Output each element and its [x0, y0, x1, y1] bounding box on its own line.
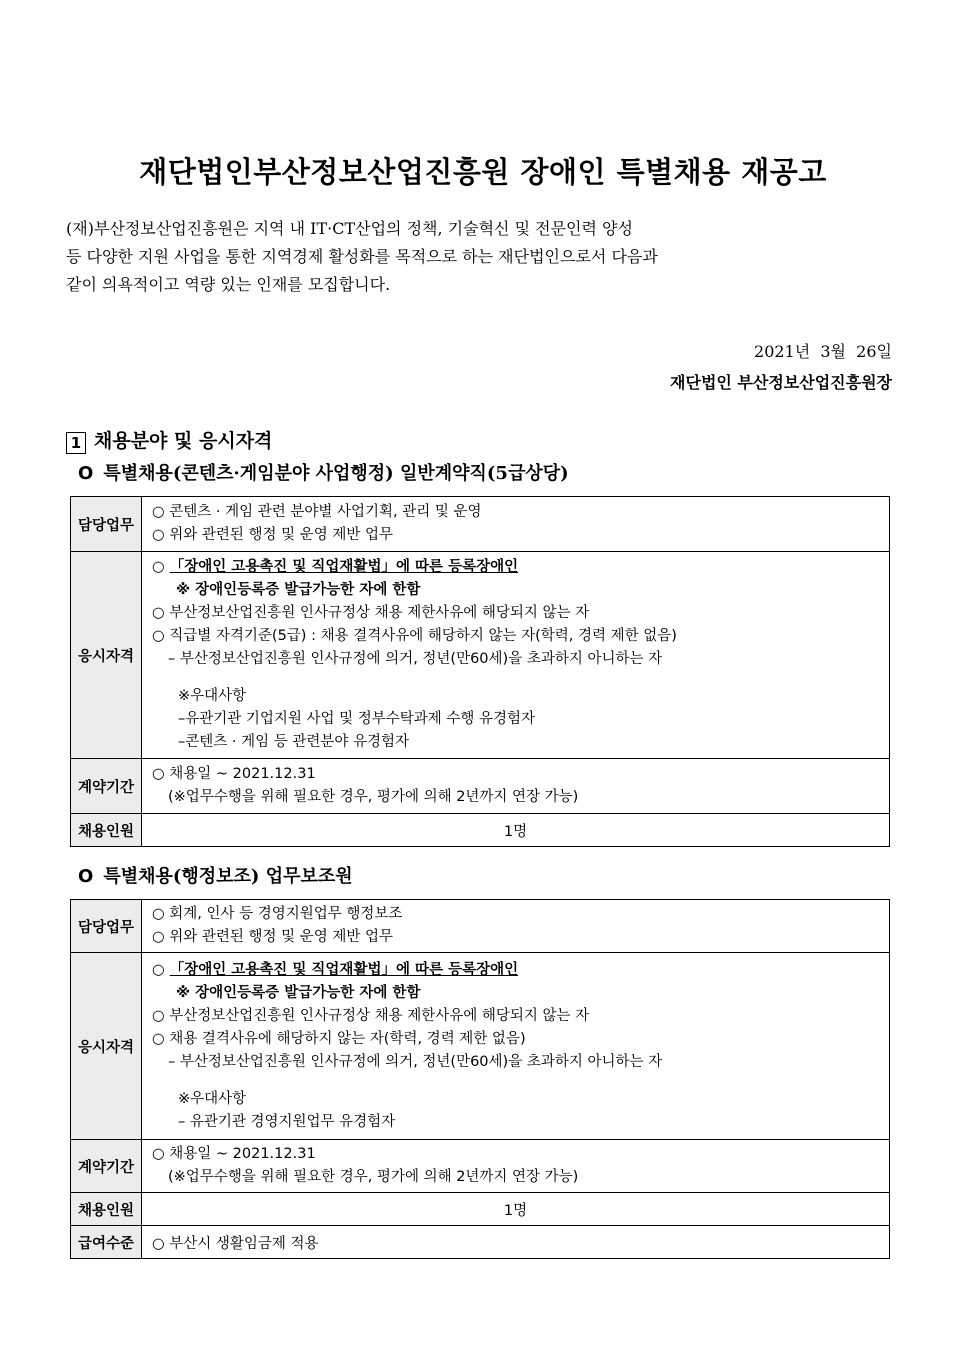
count-cell: 1명 [142, 1193, 890, 1226]
table-row [71, 759, 890, 814]
section-heading [66, 426, 272, 454]
duty-line: ○ 위와 관련된 행정 및 운영 제반 업무 [152, 929, 394, 945]
duty-label: 담당업무 [71, 900, 142, 953]
qualification-line: ○ 부산정보산업진흥원 인사규정상 채용 제한사유에 해당되지 않는 자 [152, 1007, 590, 1024]
bullet-icon: O [78, 463, 94, 484]
salary-cell: ○ 부산시 생활임금제 적용 [142, 1226, 890, 1259]
period-label: 계약기간 [71, 759, 142, 814]
salary-label: 급여수준 [71, 1226, 142, 1259]
job1-table [70, 496, 890, 847]
qualification-cell [142, 953, 890, 1140]
duty-line: ○ 콘텐츠 · 게임 관련 분야별 사업기획, 관리 및 운영 [152, 504, 482, 520]
spacer [152, 671, 879, 685]
job2-table [70, 899, 890, 1259]
intro-line: 같이 의욕적이고 역량 있는 인재를 모집합니다. [66, 275, 391, 294]
period-line: ○ 채용일 ~ 2021.12.31 [152, 766, 316, 782]
table-row [71, 1140, 890, 1193]
table-row [71, 814, 890, 847]
period-cell [142, 1140, 890, 1193]
job1-title: 특별채용(콘텐츠·게임분야 사업행정) 일반계약직(5급상당) [103, 463, 569, 484]
section-number: 1 [66, 432, 86, 454]
job2-heading [78, 862, 353, 888]
qualification-age: – 부산정보산업진흥원 인사규정에 의거, 정년(만60세)을 초과하지 아니하는 자 [168, 1053, 663, 1070]
issuer-name: 재단법인 부산정보산업진흥원장 [670, 373, 892, 392]
announcement-date: 2021년 3월 26일 [754, 342, 892, 361]
section-title: 채용분야 및 응시자격 [94, 430, 273, 452]
intro-line: 등 다양한 지원 사업을 통한 지역경제 활성화를 목적으로 하는 재단법인으로서 다음과 [66, 247, 658, 266]
circle-bullet: ○ [152, 961, 165, 978]
table-row [71, 552, 890, 759]
spacer [152, 1074, 879, 1088]
qualification-line: ○ 채용 결격사유에 해당하지 않는 자(학력, 경력 제한 없음) [152, 1030, 526, 1047]
qualification-main-text: 「장애인 고용촉진 및 직업재활법」에 따른 등록장애인 [169, 559, 519, 575]
bullet-icon: O [78, 866, 94, 887]
period-note: (※업무수행을 위해 필요한 경우, 평가에 의해 2년까지 연장 가능) [168, 1169, 579, 1185]
qualification-age: – 부산정보산업진흥원 인사규정에 의거, 정년(만60세)을 초과하지 아니하는 자 [168, 651, 663, 667]
period-cell [142, 759, 890, 814]
table-row [71, 900, 890, 953]
qualification-label: 응시자격 [71, 552, 142, 759]
qualification-cell [142, 552, 890, 759]
preference-line: –유관기관 기업지원 사업 및 정부수탁과제 수행 유경험자 [178, 711, 536, 727]
duty-cell [142, 900, 890, 953]
count-label: 채용인원 [71, 814, 142, 847]
duty-label: 담당업무 [71, 497, 142, 552]
period-note: (※업무수행을 위해 필요한 경우, 평가에 의해 2년까지 연장 가능) [168, 789, 579, 805]
qualification-main-text: 「장애인 고용촉진 및 직업재활법」에 따른 등록장애인 [169, 961, 519, 978]
duty-cell [142, 497, 890, 552]
period-label: 계약기간 [71, 1140, 142, 1193]
table-row [71, 953, 890, 1140]
qualification-line: ○ 직급별 자격기준(5급) : 채용 결격사유에 해당하지 않는 자(학력, 경력 제한 없음) [152, 628, 677, 644]
qualification-line: ○ 부산정보산업진흥원 인사규정상 채용 제한사유에 해당되지 않는 자 [152, 605, 590, 621]
table-row [71, 1226, 890, 1259]
count-label: 채용인원 [71, 1193, 142, 1226]
preference-line: –콘텐츠 · 게임 등 관련분야 유경험자 [178, 734, 410, 750]
preference-title: ※우대사항 [178, 1090, 247, 1107]
preference-line: – 유관기관 경영지원업무 유경험자 [178, 1113, 396, 1130]
duty-line: ○ 위와 관련된 행정 및 운영 제반 업무 [152, 527, 394, 543]
qualification-main [152, 959, 879, 982]
count-cell: 1명 [142, 814, 890, 847]
duty-line: ○ 회계, 인사 등 경영지원업무 행정보조 [152, 906, 403, 922]
job1-heading [78, 459, 569, 485]
qualification-main [152, 556, 879, 579]
intro-paragraph [66, 215, 874, 299]
preference-title: ※우대사항 [178, 688, 247, 704]
job2-title: 특별채용(행정보조) 업무보조원 [103, 866, 353, 887]
table-row [71, 1193, 890, 1226]
page-title: 재단법인부산정보산업진흥원 장애인 특별채용 재공고 [139, 155, 827, 189]
qualification-note: ※ 장애인등록증 발급가능한 자에 한함 [176, 582, 421, 598]
qualification-label: 응시자격 [71, 953, 142, 1140]
qualification-note: ※ 장애인등록증 발급가능한 자에 한함 [176, 984, 421, 1001]
circle-bullet: ○ [152, 559, 165, 575]
period-line: ○ 채용일 ~ 2021.12.31 [152, 1146, 316, 1162]
intro-line: (재)부산정보산업진흥원은 지역 내 IT·CT산업의 정책, 기술혁신 및 전문인력 양성 [66, 219, 633, 238]
table-row [71, 497, 890, 552]
